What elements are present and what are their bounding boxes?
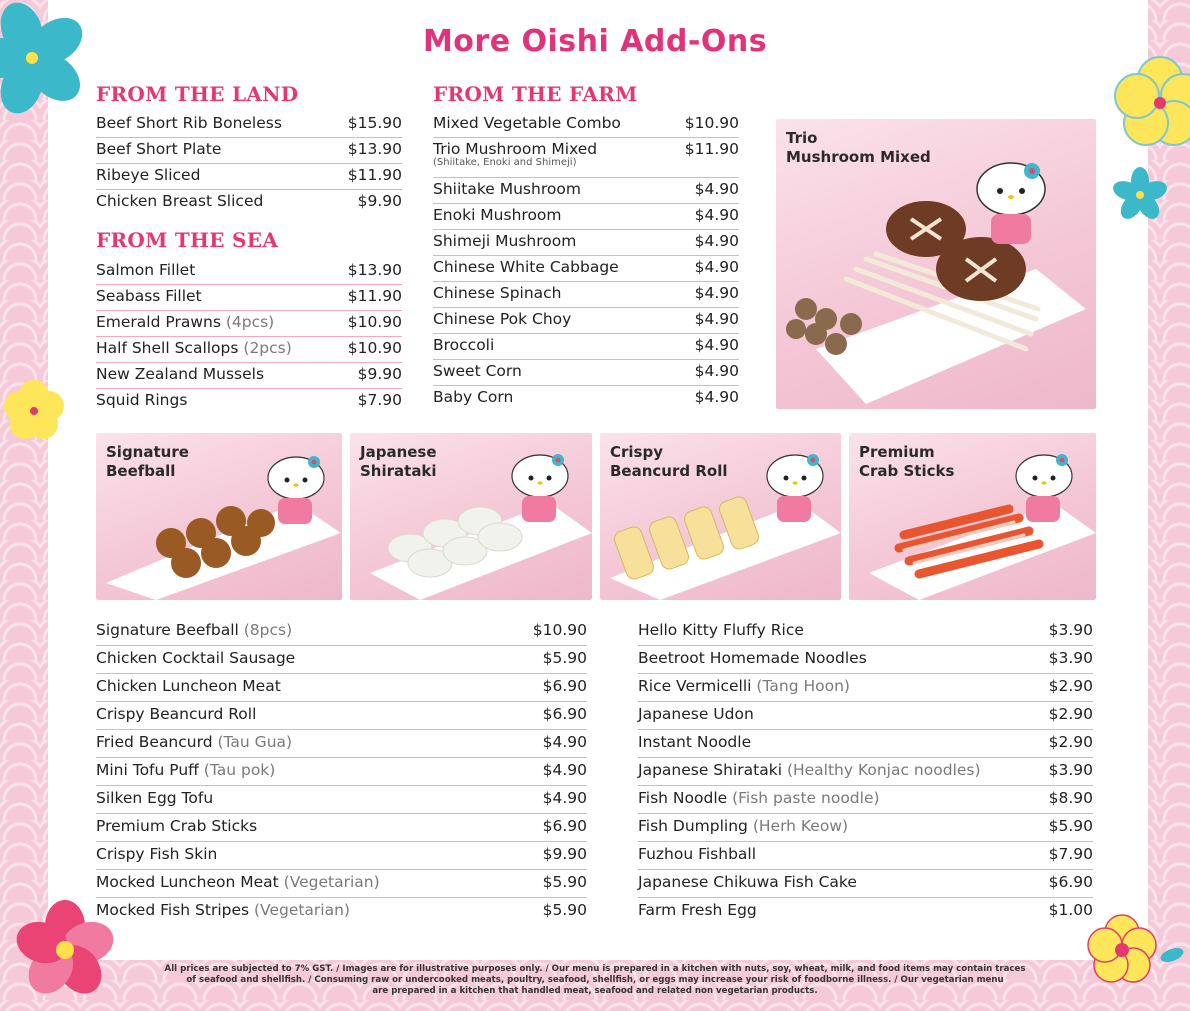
list-item: Rice Vermicelli (Tang Hoon) $2.90 (638, 674, 1093, 702)
list-item: Fried Beancurd (Tau Gua) $4.90 (96, 730, 587, 758)
list-item: Squid Rings $7.90 (96, 391, 402, 409)
farm-list (433, 112, 739, 412)
page-title: More Oishi Add-Ons (422, 24, 768, 59)
list-item: Chicken Luncheon Meat $6.90 (96, 674, 587, 702)
yellow-flower-left-icon (0, 375, 72, 447)
trio-mushroom-photo (776, 119, 1096, 409)
list-item: Beef Short Plate $13.90 (96, 138, 402, 164)
list-item: Seabass Fillet $11.90 (96, 285, 402, 311)
shirataki-photo-label: Japanese Shirataki (360, 443, 437, 480)
sea-list (96, 259, 402, 415)
list-item: Japanese Chikuwa Fish Cake $6.90 (638, 870, 1093, 898)
beancurd-photo-label: Crispy Beancurd Roll (610, 443, 728, 480)
sea-heading: FROM THE SEA (96, 228, 279, 252)
list-item: Chinese Pok Choy $4.90 (433, 308, 739, 334)
yellow-flower-icon (1100, 55, 1190, 155)
shirataki-photo (350, 433, 592, 600)
left-bottom-list (96, 618, 587, 926)
list-item: Fish Dumpling (Herh Keow) $5.90 (638, 814, 1093, 842)
list-item: Instant Noodle $2.90 (638, 730, 1093, 758)
farm-heading: FROM THE FARM (433, 82, 638, 106)
trio-photo-label: Trio Mushroom Mixed (786, 129, 931, 166)
list-item: Emerald Prawns (4pcs) $10.90 (96, 311, 402, 337)
list-item: Beetroot Homemade Noodles $3.90 (638, 646, 1093, 674)
list-item: Mixed Vegetable Combo $10.90 (433, 112, 739, 138)
list-item: Broccoli $4.90 (433, 334, 739, 360)
list-item: Fish Noodle (Fish paste noodle) $8.90 (638, 786, 1093, 814)
list-item: Shiitake Mushroom $4.90 (433, 178, 739, 204)
list-item: Mocked Luncheon Meat (Vegetarian) $5.90 (96, 870, 587, 898)
list-item: Japanese Shirataki (Healthy Konjac noodles) $3.90 (638, 758, 1093, 786)
list-item: Crispy Beancurd Roll $6.90 (96, 702, 587, 730)
beancurd-roll-photo (600, 433, 841, 600)
list-item: New Zealand Mussels $9.90 (96, 363, 402, 389)
list-item: Chinese Spinach $4.90 (433, 282, 739, 308)
footer-line: All prices are subjected to 7% GST. / Images are for illustrative purposes only. / Our menu is prepared in a kitchen with nuts, soy, wheat, milk, and food items may contain traces (164, 964, 1026, 974)
list-item: Silken Egg Tofu $4.90 (96, 786, 587, 814)
small-blue-flower-icon (1110, 165, 1170, 225)
list-item: Fuzhou Fishball $7.90 (638, 842, 1093, 870)
list-item: Sweet Corn $4.90 (433, 360, 739, 386)
crab-photo-label: Premium Crab Sticks (859, 443, 955, 480)
list-item: Baby Corn $4.90 (433, 388, 739, 406)
list-item: Mocked Fish Stripes (Vegetarian) $5.90 (96, 901, 587, 919)
list-item: Premium Crab Sticks $6.90 (96, 814, 587, 842)
list-item: Crispy Fish Skin $9.90 (96, 842, 587, 870)
list-item: Ribeye Sliced $11.90 (96, 164, 402, 190)
disclaimer-footer (150, 964, 1040, 997)
list-item: Beef Short Rib Boneless $15.90 (96, 112, 402, 138)
list-item: Chinese White Cabbage $4.90 (433, 256, 739, 282)
list-item: Half Shell Scallops (2pcs) $10.90 (96, 337, 402, 363)
crab-sticks-photo (849, 433, 1096, 600)
right-bottom-list (638, 618, 1093, 926)
list-item: Japanese Udon $2.90 (638, 702, 1093, 730)
beefball-photo (96, 433, 342, 600)
list-item: Trio Mushroom Mixed (Shiitake, Enoki and Shimeji) $11.90 (433, 138, 739, 178)
list-item: Chicken Breast Sliced $9.90 (96, 192, 402, 210)
footer-line: of seafood and shellfish. / Consuming raw or undercooked meats, poultry, seafood, shellfish, or eggs may increase your risk of foodborne illness. / Our vegetarian menu (186, 975, 1004, 985)
beefball-photo-label: Signature Beefball (106, 443, 189, 480)
list-item: Salmon Fillet $13.90 (96, 259, 402, 285)
list-item: Chicken Cocktail Sausage $5.90 (96, 646, 587, 674)
list-item: Enoki Mushroom $4.90 (433, 204, 739, 230)
land-list (96, 112, 402, 216)
blue-flower-icon (0, 0, 90, 120)
footer-line: are prepared in a kitchen that handled meat, seafood and related non vegetarian products. (372, 986, 818, 996)
list-item: Hello Kitty Fluffy Rice $3.90 (638, 618, 1093, 646)
yellow-flower-bottom-icon (1080, 910, 1190, 1010)
list-item: Signature Beefball (8pcs) $10.90 (96, 618, 587, 646)
list-item: Shimeji Mushroom $4.90 (433, 230, 739, 256)
land-heading: FROM THE LAND (96, 82, 299, 106)
list-item: Farm Fresh Egg $1.00 (638, 901, 1093, 919)
list-item: Mini Tofu Puff (Tau pok) $4.90 (96, 758, 587, 786)
